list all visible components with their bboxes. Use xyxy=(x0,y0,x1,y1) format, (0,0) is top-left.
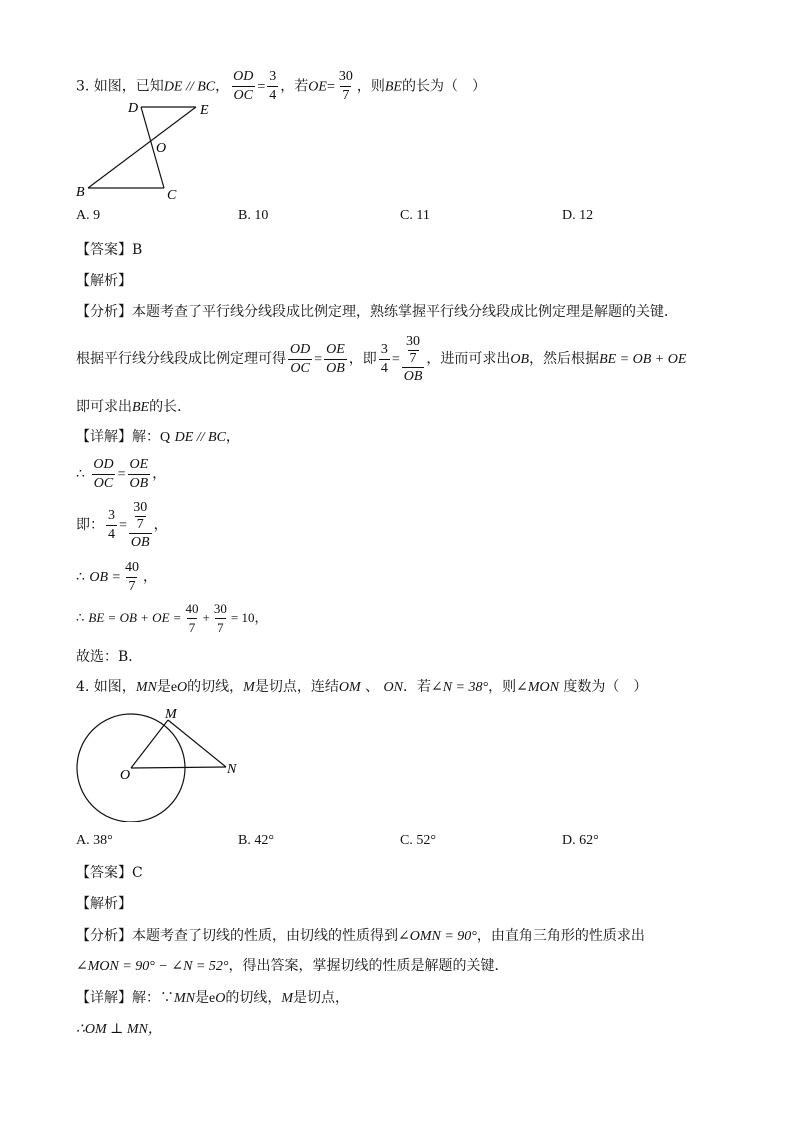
q4-figure xyxy=(70,700,260,822)
label-e: E xyxy=(200,103,209,118)
q4-analysis-1: 【分析】本题考查了切线的性质，由切线的性质得到∠OMN = 90°，由直角三角形的性质求出 xyxy=(76,928,645,944)
q3-detail-4: ∴ OB = $\frac{40}{7}$ ， xyxy=(76,559,157,594)
q3-conclusion: 故选：B． xyxy=(76,649,143,665)
q4-detail-2: ∴OM ⊥ MN， xyxy=(76,1022,162,1037)
q4-stem: 4. 如图，MN是eO的切线，M是切点，连结OM 、 ON．若∠N = 38°，则∠MON 度数为（ ） xyxy=(76,679,648,695)
label-m: M xyxy=(165,707,177,722)
seg-mn xyxy=(168,720,226,767)
q4-analysis-head: 【解析】 xyxy=(76,896,132,912)
q3-detail-5: ∴ BE = OB + OE = $\frac{40}{7}$ + $\frac{30}{7}$ = 10， xyxy=(76,601,268,635)
seg-eb xyxy=(88,107,196,188)
q4-option-b[interactable]: B. 42° xyxy=(238,833,274,848)
frac-30-7: $\frac{30}{7}$ xyxy=(338,69,353,103)
label-n: N xyxy=(227,762,237,777)
frac-od-oc: $\frac{OD}{OC}$ xyxy=(233,69,254,103)
q3-analysis-1: 【分析】本题考查了平行线分线段成比例定理，熟练掌握平行线分线段成比例定理是解题的关键． xyxy=(76,304,678,320)
q3-figure xyxy=(70,96,230,206)
label-o: O xyxy=(156,141,167,156)
q3-detail-2: ∴ $\frac{OD}{OC}$ = $\frac{OE}{OB}$ ， xyxy=(76,456,167,491)
label-o: O xyxy=(120,768,131,783)
q3-detail-3: 即： $\frac{3}{4}$ = $\frac{\frac{30}{7}}{OB}$ ， xyxy=(76,499,168,550)
q4-option-c[interactable]: C. 52° xyxy=(400,833,436,848)
label-c: C xyxy=(167,188,177,203)
q3-analysis-2: 根据平行线分线段成比例定理可得 $\frac{OD}{OC}$ = $\frac{OE}{OB}$ ，即 $\frac{3}{4}$ = $\frac{\frac{30}{7}}{OB}$ ，进而可求出OB，然后根据BE = OB + OE xyxy=(76,333,687,384)
q3-option-c[interactable]: C. 11 xyxy=(400,208,430,223)
q4-option-a[interactable]: A. 38° xyxy=(76,833,113,848)
seg-om xyxy=(131,720,168,768)
frac-3-4: $\frac{3}{4}$ xyxy=(269,69,277,103)
q3-option-d[interactable]: D. 12 xyxy=(562,208,594,223)
label-b: B xyxy=(76,185,85,200)
q3-detail-1: 【详解】解：Q DE // BC， xyxy=(76,429,240,445)
q4-answer: 【答案】C xyxy=(76,865,143,881)
q3-analysis-head: 【解析】 xyxy=(76,273,132,289)
q3-option-b[interactable]: B. 10 xyxy=(238,208,269,223)
q3-stem: 3. 如图，已知DE // BC， $\frac{OD}{OC}$ = $\frac{3}{4}$ ，若OE= $\frac{30}{7}$ ，则BE的长为（ ） xyxy=(76,69,486,103)
q3-answer: 【答案】B xyxy=(76,242,143,258)
label-d: D xyxy=(128,101,139,116)
q4-detail-1: 【详解】解：∵MN是eO的切线，M是切点， xyxy=(76,990,350,1006)
q3-option-a[interactable]: A. 9 xyxy=(76,208,101,223)
q4-analysis-2: ∠MON = 90° − ∠N = 52°，得出答案，掌握切线的性质是解题的关键． xyxy=(76,958,509,974)
q3-analysis-3: 即可求出BE的长． xyxy=(76,399,192,415)
q4-option-d[interactable]: D. 62° xyxy=(562,833,599,848)
seg-on xyxy=(131,767,226,768)
